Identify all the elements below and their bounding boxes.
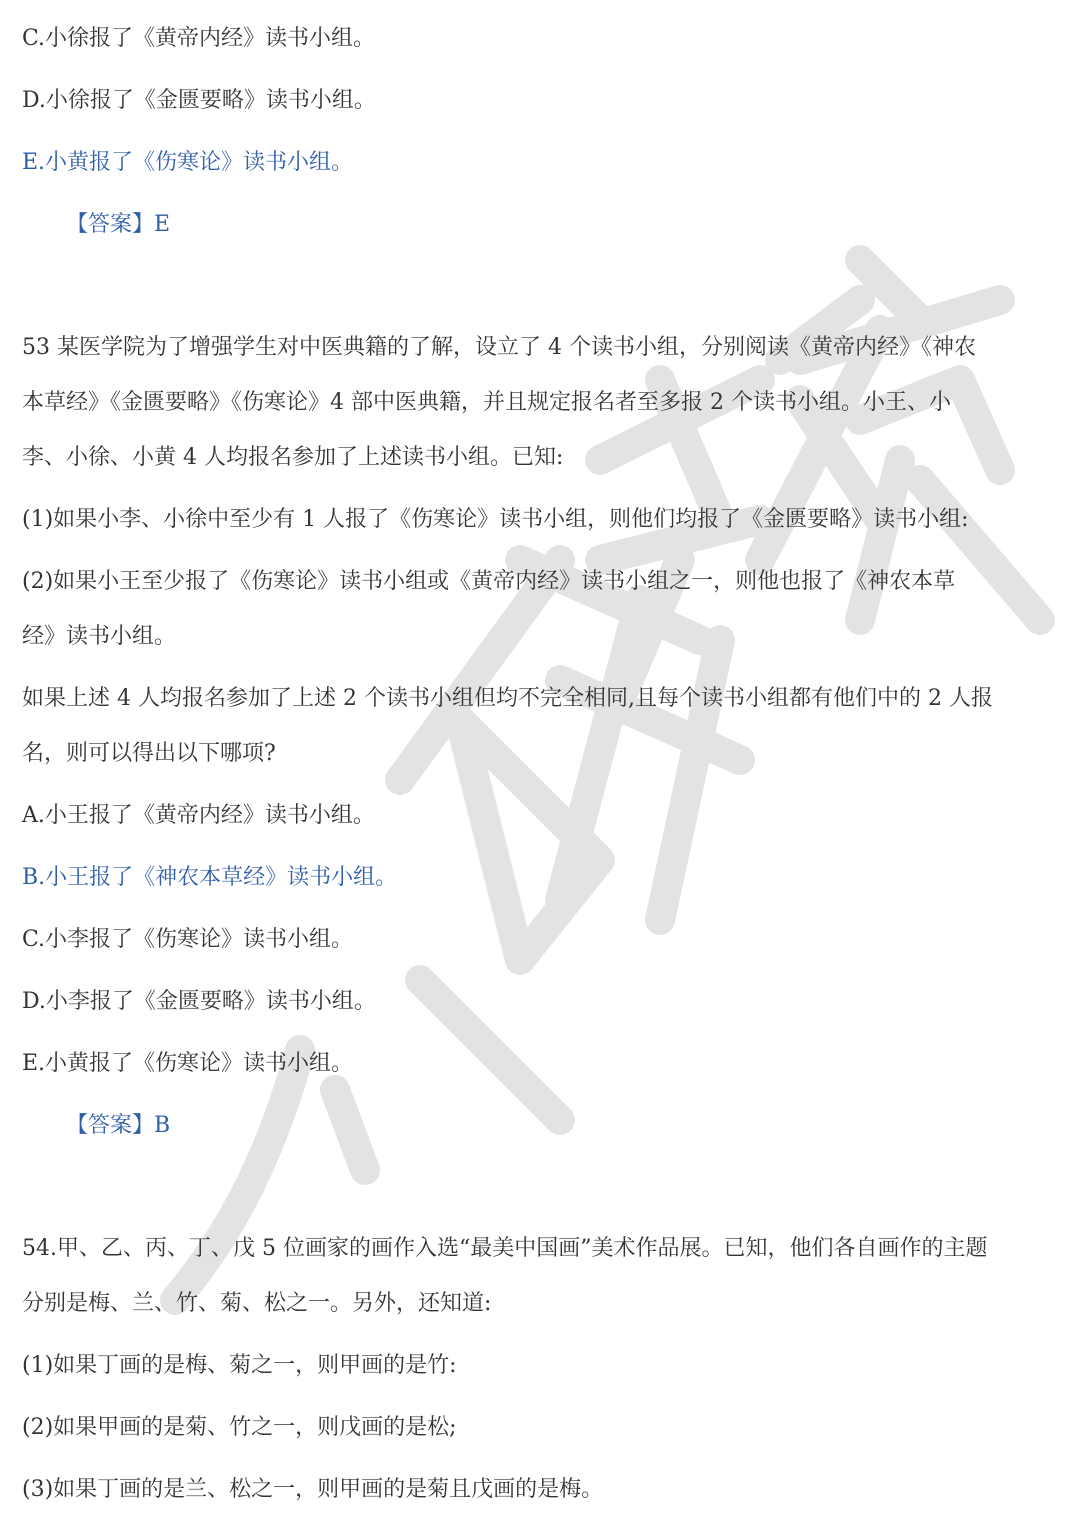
question-54-condition-2: (2)如果甲画的是菊、竹之一，则戊画的是松; [22,1415,457,1440]
question-54-condition-3: (3)如果丁画的是兰、松之一，则甲画的是菊且戊画的是梅。 [22,1477,604,1502]
question-53-line-2: 本草经》《金匮要略》《伤寒论》4 部中医典籍，并且规定报名者至多报 2 个读书小组。小王、小 [22,390,951,415]
question-53-condition-2: (2)如果小王至少报了《伤寒论》读书小组或《黄帝内经》读书小组之一，则他也报了《神农本草 [22,569,956,594]
option-a: A.小王报了《黄帝内经》读书小组。 [22,803,375,828]
question-54-condition-1: (1)如果丁画的是梅、菊之一，则甲画的是竹: [22,1353,457,1378]
option-b-correct: B.小王报了《神农本草经》读书小组。 [22,865,398,890]
question-53-line-3: 李、小徐、小黄 4 人均报名参加了上述读书小组。已知: [22,445,564,470]
option-d: D.小徐报了《金匮要略》读书小组。 [22,88,376,113]
question-53-line-1: 53 某医学院为了增强学生对中医典籍的了解，设立了 4 个读书小组，分别阅读《黄帝内经》《神农 [22,335,976,360]
option-e: E.小黄报了《伤寒论》读书小组。 [22,1051,354,1076]
answer-label: 【答案】B [66,1113,171,1138]
question-53-condition-1: (1)如果小李、小徐中至少有 1 人报了《伤寒论》读书小组，则他们均报了《金匮要略》读书小组: [22,507,969,532]
question-54-line-1: 54.甲、乙、丙、丁、戊 5 位画家的画作入选“最美中国画”美术作品展。已知，他们各自画作的主题 [22,1236,988,1261]
question-53-prompt-line-2: 名，则可以得出以下哪项? [22,741,276,766]
question-53-prompt-line-1: 如果上述 4 人均报名参加了上述 2 个读书小组但均不完全相同,且每个读书小组都有他们中的 2 人报 [22,686,993,711]
question-53-condition-2-cont: 经》读书小组。 [22,624,177,649]
option-c: C.小徐报了《黄帝内经》读书小组。 [22,26,376,51]
option-c: C.小李报了《伤寒论》读书小组。 [22,927,354,952]
answer-label: 【答案】E [66,212,171,237]
option-e-correct: E.小黄报了《伤寒论》读书小组。 [22,150,354,175]
question-54-line-2: 分别是梅、兰、竹、菊、松之一。另外，还知道: [22,1291,492,1316]
option-d: D.小李报了《金匮要略》读书小组。 [22,989,376,1014]
